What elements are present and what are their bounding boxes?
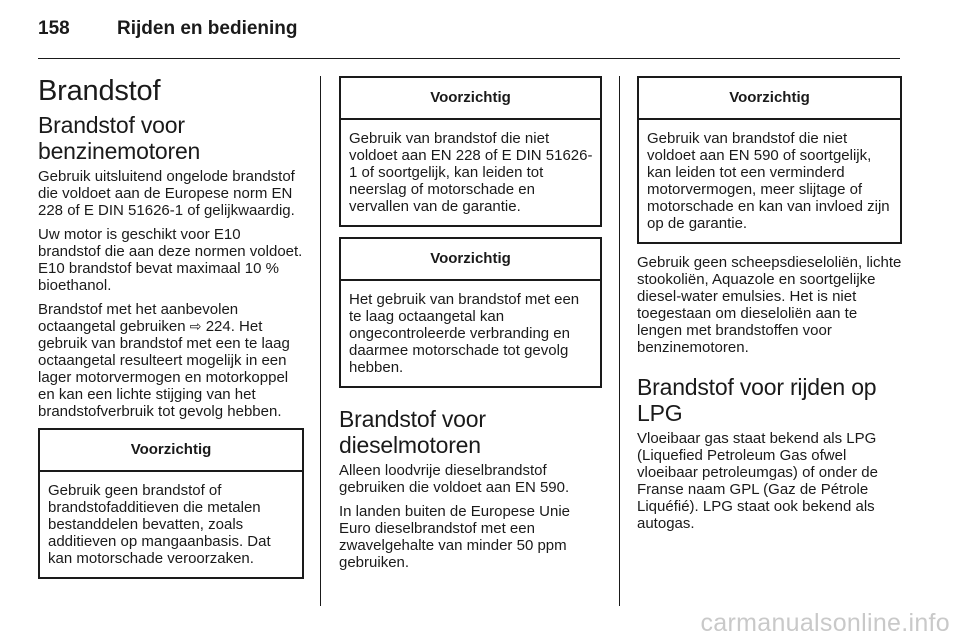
- lpg-heading: Brandstof voor rijden op LPG: [637, 374, 877, 426]
- page-reference-link[interactable]: 224: [205, 318, 231, 335]
- caution-text: Gebruik geen brandstof of brandstofadditieven die metalen bestanddelen bevatten, zoals additieven op mangaanbasis. Dat kan motorschade veroorzaken.: [48, 482, 271, 567]
- page-reference-arrow-icon: ⇨: [189, 318, 202, 334]
- caution-title: Voorzichtig: [341, 239, 600, 281]
- watermark: carmanualsonline.info: [700, 609, 950, 637]
- column-3: [637, 76, 902, 539]
- chapter-title: Brandstof: [38, 75, 161, 107]
- petrol-heading: Brandstof voor benzinemotoren: [38, 112, 201, 164]
- diesel-heading: Brandstof voor dieselmotoren: [339, 406, 486, 458]
- header-rule: [38, 58, 900, 59]
- column-2: [339, 76, 602, 578]
- column-1: [38, 76, 304, 589]
- page-number: 158: [38, 18, 70, 39]
- caution-text: Het gebruik van brandstof met een te laag octaangetal kan ongecontroleerde verbranding en daarmee motorschade tot gevolg hebben.: [349, 291, 580, 376]
- caution-title: Voorzichtig: [341, 78, 600, 120]
- petrol-paragraph-2: Uw motor is geschikt voor E10 brandstof die aan deze normen voldoet. E10 brandstof bevat maximaal 10 % bioethanol.: [38, 226, 303, 294]
- lpg-paragraph: Vloeibaar gas staat bekend als LPG (Liquefied Petroleum Gas ofwel vloeibaar petroleumgas) of onder de Franse naam GPL (Gaz de Pétrole Liquéfié). LPG staat ook bekend als autogas.: [637, 430, 878, 532]
- caution-box-en590: [637, 76, 902, 244]
- caution-box-en228: [339, 76, 602, 227]
- diesel-paragraph-2: In landen buiten de Europese Unie Euro dieselbrandstof met een zwavelgehalte van minder 50 ppm gebruiken.: [339, 503, 571, 571]
- column-divider-2: [619, 76, 620, 606]
- petrol-paragraph-1: Gebruik uitsluitend ongelode brandstof die voldoet aan de Europese norm EN 228 of E DIN 51626-1 of gelijkwaardig.: [38, 168, 295, 219]
- caution-text: Gebruik van brandstof die niet voldoet aan EN 228 of E DIN 51626-1 of soortgelijk, kan leiden tot neerslag of motorschade en vervallen van de garantie.: [349, 130, 593, 215]
- caution-title: Voorzichtig: [639, 78, 900, 120]
- petrol-paragraph-3: Brandstof met het aanbevolen octaangetal gebruiken ⇨ 224. Het gebruik van brandstof met een te laag octaangetal resulteert mogelijk in een lager motorvermogen en motorkoppel en kan een lichte stijging van het brandstofverbruik tot gevolg hebben.: [38, 301, 290, 420]
- caution-box-octane: [339, 237, 602, 388]
- caution-text: Gebruik van brandstof die niet voldoet aan EN 590 of soortgelijk, kan leiden tot een verminderd motorvermogen, meer slijtage of motorschade en kan van invloed zijn op de garantie.: [647, 130, 890, 232]
- diesel-paragraph-3: Gebruik geen scheepsdieseloliën, lichte stookoliën, Aquazole en soortgelijke diesel-water emulsies. Het is niet toegestaan om dieseloliën aan te lengen met brandstoffen voor benzinemotoren.: [637, 254, 902, 356]
- caution-title: Voorzichtig: [40, 430, 302, 472]
- caution-box-metal-additives: [38, 428, 304, 579]
- column-divider-1: [320, 76, 321, 606]
- diesel-paragraph-1: Alleen loodvrije dieselbrandstof gebruiken die voldoet aan EN 590.: [339, 462, 570, 496]
- section-title: Rijden en bediening: [117, 18, 298, 39]
